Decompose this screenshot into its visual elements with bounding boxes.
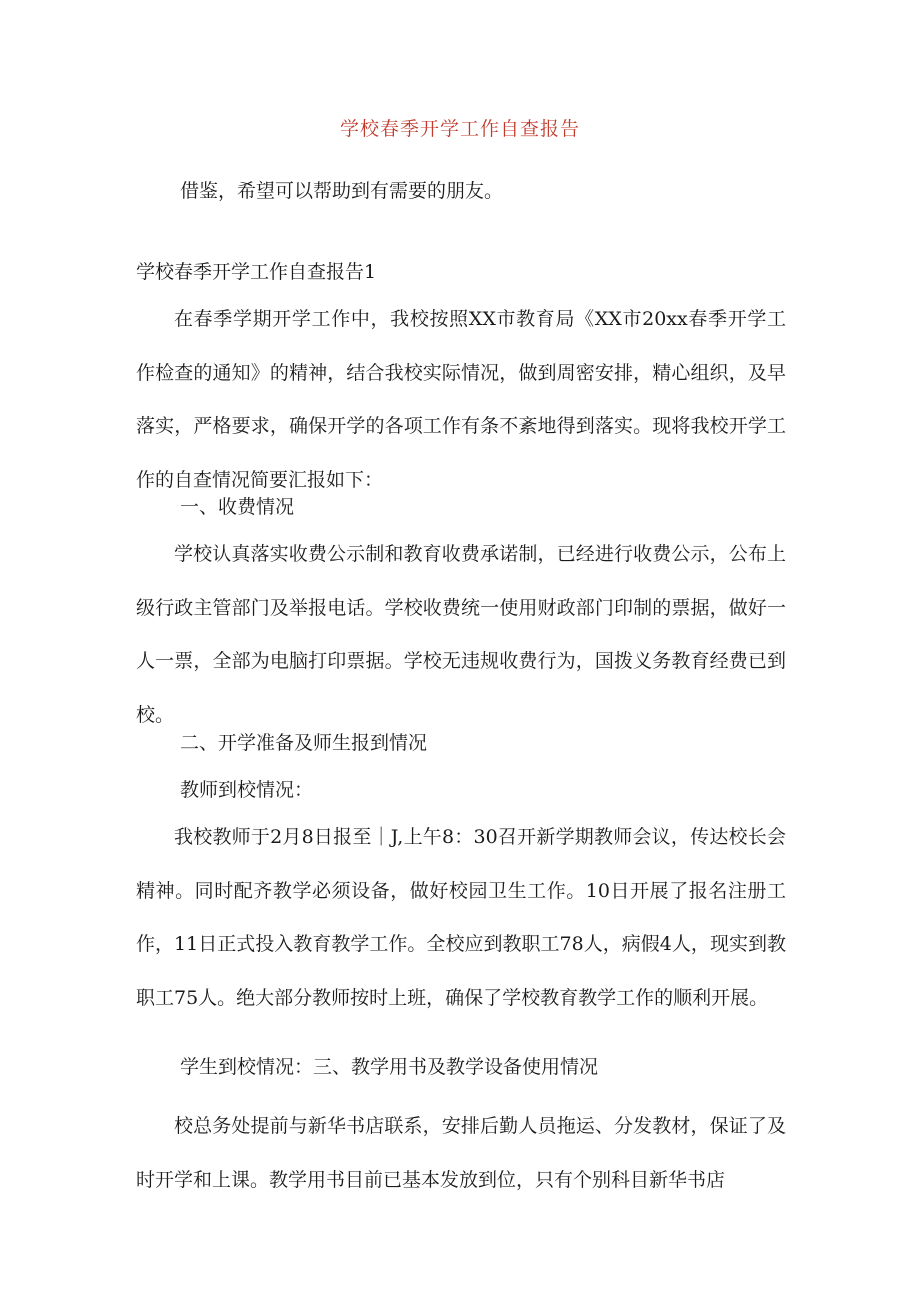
section-heading-fees: 一、收费情况 [180,496,295,518]
paragraph-fees: 学校认真落实收费公示制和教育收费承诺制，已经进行收费公示，公布上级行政主管部门及举报电话。学校收费统一使用财政部门印制的票据，做好一人一票，全部为电脑打印票据。学校无违规收费行为，国拨义务教育经费已到校。 [136,543,786,726]
paragraph-textbooks: 校总务处提前与新华书店联系，安排后勤人员拖运、分发教材，保证了及时开学和上课。教学用书目前已基本发放到位，只有个别科目新华书店 [136,1115,786,1191]
section-heading-preparation: 二、开学准备及师生报到情况 [180,732,428,754]
intro-line: 借鉴，希望可以帮助到有需要的朋友。 [180,180,504,202]
teacher-arrival-heading: 教师到校情况： [180,779,314,801]
paragraph-teachers: 我校教师于2月8日报至｜J,上午8：30召开新学期教师会议，传达校长会精神。同时配齐教学必须设备，做好校园卫生工作。10日开展了报名注册工作，11日正式投入教育教学工作。全校应到教职工78人，病假4人，现实到教职工75人。绝大部分教师按时上班，确保了学校教育教学工作的顺利开展。 [136,826,786,1009]
paragraph-intro: 在春季学期开学工作中，我校按照XX市教育局《XX市20xx春季开学工作检查的通知》的精神，结合我校实际情况，做到周密安排，精心组织，及早落实，严格要求，确保开学的各项工作有条不紊地得到落实。现将我校开学工作的自查情况简要汇报如下： [136,308,786,491]
document-title: 学校春季开学工作自查报告 [339,118,580,140]
student-arrival-heading: 学生到校情况：三、教学用书及教学设备使用情况 [180,1056,599,1078]
report-heading: 学校春季开学工作自查报告1 [136,261,377,283]
